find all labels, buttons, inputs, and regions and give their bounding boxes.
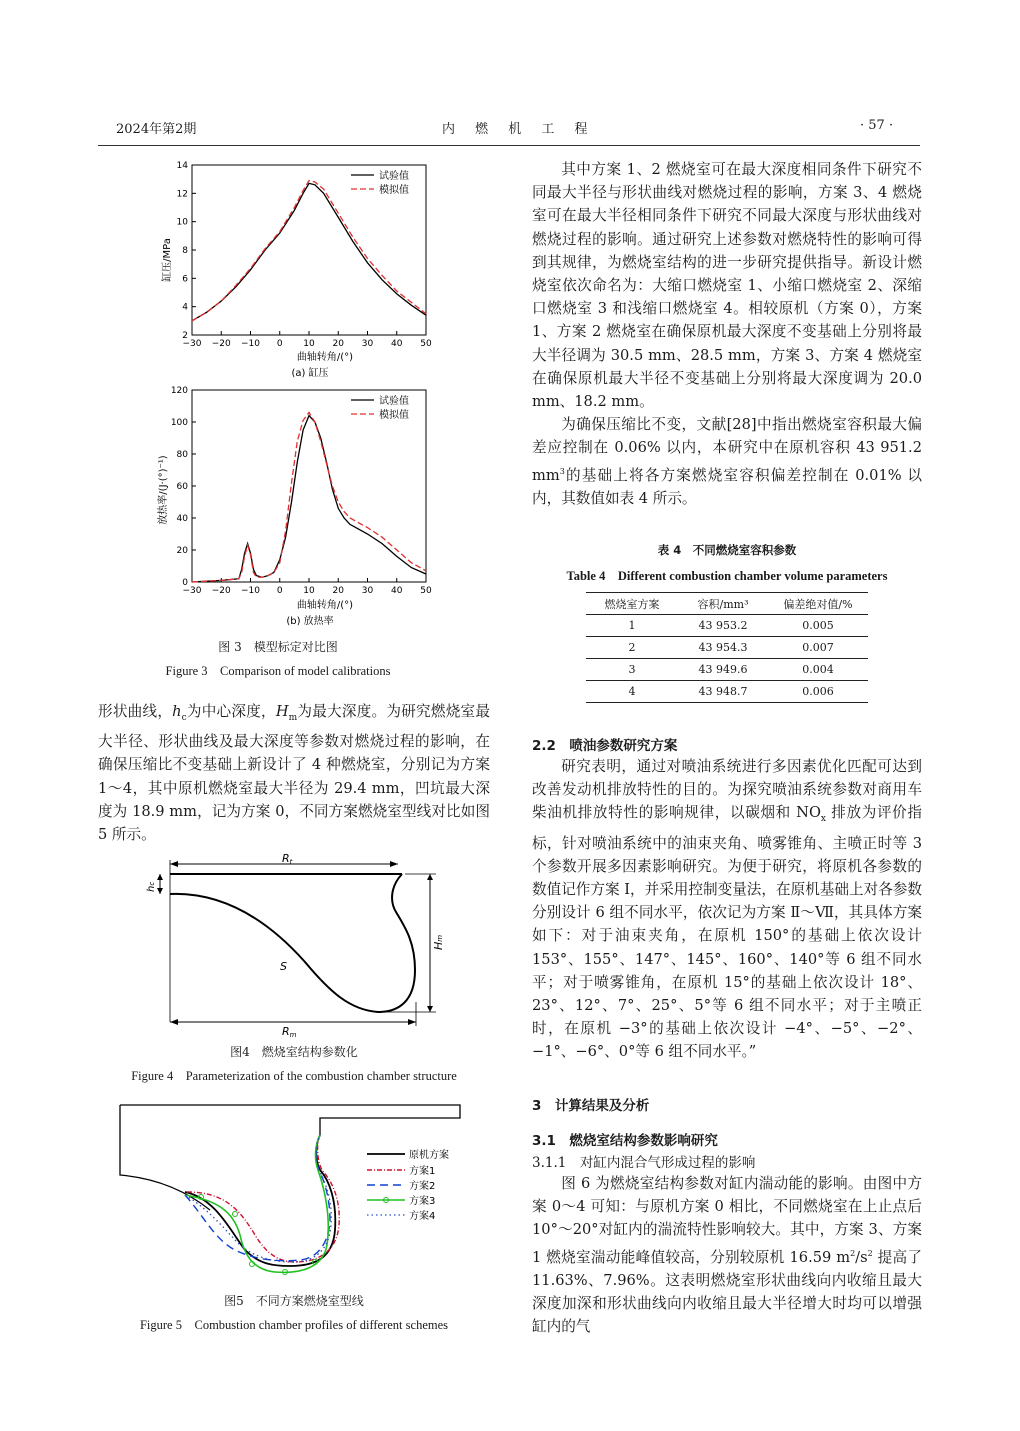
series-line-1 (192, 416, 426, 582)
figure5-legend (367, 1148, 449, 1222)
chamber-profile (170, 874, 415, 1012)
section-3-1-heading: 3.1 燃烧室结构参数影响研究 (532, 1133, 718, 1149)
section-2-2-heading: 2.2 喷油参数研究方案 (532, 738, 678, 754)
y-tick-label: 6 (182, 274, 188, 285)
section-3-1-1-heading: 3.1.1 对缸内混合气形成过程的影响 (532, 1155, 756, 1171)
y-tick-label: 10 (176, 217, 188, 228)
figure3a-chart (150, 155, 440, 385)
label-s: S (280, 960, 287, 973)
series-line-2 (192, 181, 426, 321)
legend-label: 模拟值 (379, 185, 409, 196)
table-row: 2 43 954.3 0.007 (586, 637, 868, 659)
y-tick-label: 60 (176, 482, 188, 492)
figure3a-xlabel: 曲轴转角/(°) (296, 352, 354, 363)
legend-scheme2: 方案2 (409, 1181, 436, 1192)
section-3-heading: 3 计算结果及分析 (532, 1098, 650, 1114)
table-row: 1 43 953.2 0.005 (586, 615, 868, 637)
x-tick-label: 10 (303, 339, 315, 349)
x-tick-label: 30 (361, 586, 374, 596)
y-tick-label: 120 (170, 386, 188, 396)
series-line-2 (192, 412, 426, 582)
table4-title-en: Table 4 Different combustion chamber volume parameters (566, 569, 888, 583)
profile-scheme3 (185, 1135, 328, 1272)
legend-scheme4: 方案4 (409, 1211, 436, 1222)
journal-title: 内 燃 机 工 程 (442, 122, 596, 137)
x-tick-label: 40 (391, 339, 403, 349)
figure5-diagram (115, 1100, 475, 1285)
figure3b-panel-label: (b) 放热率 (286, 616, 334, 627)
table-header: 容积/mm³ (697, 597, 749, 611)
x-tick-label: 30 (361, 339, 374, 349)
x-tick-label: −20 (211, 586, 231, 596)
right-paragraph-1: 其中方案 1、2 燃烧室可在最大深度相同条件下研究不同最大半径与形状曲线对燃烧过程的影响，方案 3、4 燃烧室可在最大半径相同条件下研究不同最大深度与形状曲线对燃烧过程的影响。通过研究上述参数对燃烧特性的影响可得到其规律，为燃烧室结构的进一步研究提供指导。新设计燃烧室依次命名为：大缩口燃烧室 1、小缩口燃烧室 2、深缩口燃烧室 3 和浅缩口燃烧室 4。相较原机（方案 0），方案 1、方案 2 燃烧室在确保原机最大深度不变基础上分别将最大半径调为 30.5 mm、28.5 mm，方案 3、方案 4 燃烧室在确保原机最大半径不变基础上分别将最大深度调为 20.0 mm、18.2 mm。 为确保压缩比不变，文献[28]中指出燃烧室容积最大偏差应控制在 0.06% 以内，本研究中在原机容积 43 951.2 $mm^3$的基础上将各方案燃烧室容积偏差控制在 0.01% 以内，其数值如表 4 所示。 (532, 161, 922, 507)
x-tick-label: 20 (332, 586, 344, 596)
table4-title-cn: 表 4 不同燃烧室容积参数 (657, 543, 797, 557)
legend-label: 模拟值 (379, 410, 409, 421)
x-tick-label: −30 (182, 339, 202, 349)
profile-scheme2 (185, 1135, 330, 1261)
legend-scheme1: 方案1 (409, 1166, 436, 1177)
figure4-caption-cn: 图4 燃烧室结构参数化 (230, 1045, 358, 1059)
figure5-caption-en: Figure 5 Combustion chamber profiles of different schemes (139, 1318, 449, 1332)
y-tick-label: 2 (182, 331, 188, 341)
x-tick-label: 40 (391, 586, 403, 596)
y-tick-label: 40 (176, 514, 188, 524)
y-tick-label: 14 (176, 161, 188, 171)
table-row: 3 43 949.6 0.004 (586, 659, 868, 681)
figure3b-ylabel: 放热率/(J·(°)⁻¹) (158, 455, 169, 525)
issue-label: 2024年第2期 (116, 122, 197, 137)
figure5-caption-cn: 图5 不同方案燃烧室型线 (224, 1294, 364, 1308)
figure3a-panel-label: (a) 缸压 (291, 368, 329, 379)
x-tick-label: 10 (303, 586, 315, 596)
figure3a-ylabel: 缸压/MPa (162, 238, 173, 282)
x-tick-label: 0 (276, 586, 283, 596)
figure3-caption-en: Figure 3 Comparison of model calibrations (165, 664, 391, 678)
x-tick-label: 20 (332, 339, 344, 349)
y-tick-label: 80 (176, 450, 188, 460)
label-hc: hc (146, 881, 157, 892)
profile-scheme4 (185, 1135, 331, 1262)
y-tick-label: 20 (176, 546, 188, 556)
x-tick-label: 50 (420, 339, 432, 349)
series-line-1 (192, 183, 426, 320)
right-paragraph-2: 研究表明，通过对喷油系统进行多因素优化匹配可达到改善发动机排放特性的目的。为探究喷油系统参数对商用车柴油机排放特性的影响规律，以碳烟和 $NO_x$ 排放为评价指标，针对喷油系统中的油束夹角、喷雾锥角、主喷正时等 3 个参数开展多因素影响研究。为便于研究，将原机各参数的数值记作方案 Ⅰ，并采用控制变量法，在原机基础上对各参数分别设计 6 组不同水平，依次记为方案 Ⅱ～Ⅶ，其具体方案如下：对于油束夹角，在原机 150°的基础上依次设计 153°、155°、147°、145°、160°、140°等 6 组不同水平；对于喷雾锥角，在原机 15°的基础上依次设计 18°、23°、12°、7°、25°、5°等 6 组不同水平；对于主喷正时，在原机 −3°的基础上依次设计 −4°、−5°、−2°、−1°、−6°、0°等 6 组不同水平。” (532, 758, 922, 1061)
legend-original: 原机方案 (409, 1150, 449, 1161)
x-tick-label: −30 (182, 586, 202, 596)
y-tick-label: 0 (182, 578, 188, 588)
right-paragraph-3: 图 6 为燃烧室结构参数对缸内湍动能的影响。由图中方案 0～4 可知：与原机方案 0 相比，不同燃烧室在上止点后 10°～20°对缸内的湍流特性影响较大。其中，方案 3、方案 1 燃烧室湍动能峰值较高，分别较原机 16.59 $m^2/s^2$ 提高了 11.63%、7.96%。这表明燃烧室形状曲线向内收缩且最大深度加深和形状曲线向内收缩且最大半径增大时均可以增强缸内的气 (532, 1175, 923, 1336)
table-header: 偏差绝对值/% (783, 597, 853, 611)
page-number: · 57 · (860, 118, 894, 133)
legend-label: 试验值 (379, 171, 409, 182)
label-hm: Hm (432, 934, 445, 950)
figure4-diagram (140, 852, 450, 1037)
y-tick-label: 8 (182, 246, 188, 256)
x-tick-label: −10 (241, 339, 260, 349)
header-rule (98, 145, 920, 146)
x-tick-label: −20 (211, 339, 231, 349)
profile-outline-left (120, 1105, 210, 1210)
label-rt: Rt (282, 852, 293, 866)
table-row: 4 43 948.7 0.006 (586, 681, 868, 703)
y-tick-label: 100 (170, 418, 188, 428)
x-tick-label: 50 (420, 586, 432, 596)
legend-scheme3: 方案3 (409, 1196, 436, 1207)
x-tick-label: −10 (241, 586, 260, 596)
figure3b-xlabel: 曲轴转角/(°) (296, 600, 354, 611)
table-header: 燃烧室方案 (604, 597, 660, 611)
profile-outline-top (120, 1105, 460, 1135)
figure3b-chart (150, 380, 440, 635)
y-tick-label: 12 (176, 189, 188, 200)
y-tick-label: 4 (182, 302, 188, 313)
left-paragraph: 形状曲线，$h_c$为中心深度，$H_m$为最大深度。为研究燃烧室最大半径、形状曲线及最大深度等参数对燃烧过程的影响，在确保压缩比不变基础上新设计了 4 种燃烧室，分别记为方案 1～4，其中原机燃烧室最大半径为 29.4 mm，凹坑最大深度为 18.9 mm，记为方案 0，不同方案燃烧室型线对比如图 5 所示。 (98, 703, 490, 843)
table-header-row (586, 593, 868, 615)
legend-label: 试验值 (379, 396, 409, 407)
table4 (586, 592, 868, 703)
figure4-caption-en: Figure 4 Parameterization of the combustion chamber structure (131, 1069, 457, 1083)
figure3-caption-cn: 图 3 模型标定对比图 (218, 640, 338, 654)
label-rm: Rm (282, 1025, 297, 1037)
x-tick-label: 0 (276, 339, 283, 349)
